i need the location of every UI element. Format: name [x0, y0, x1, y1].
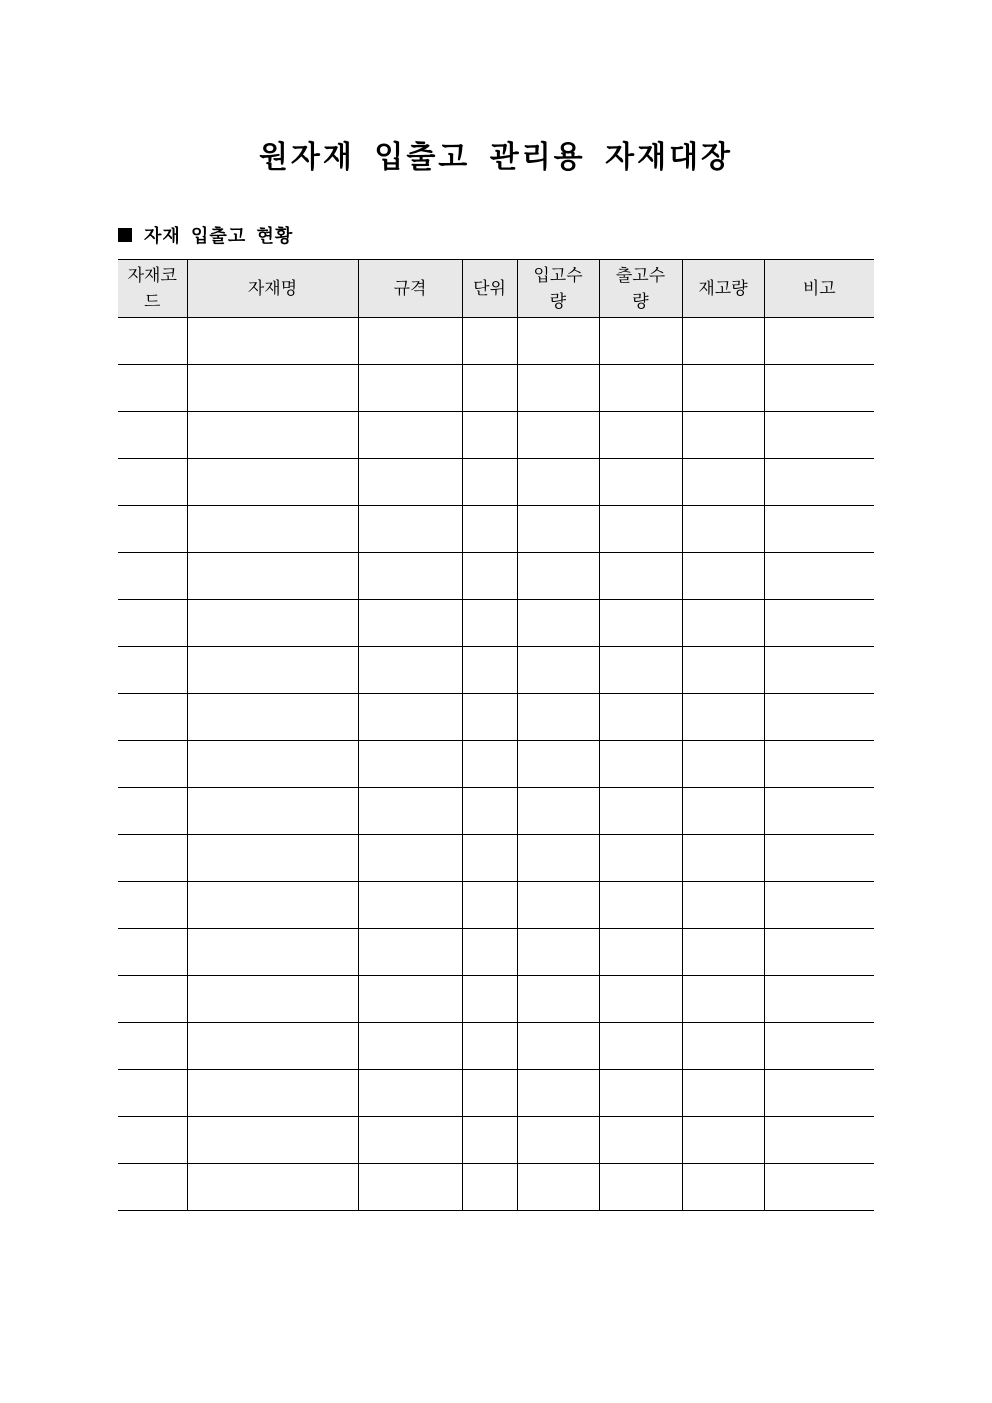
table-row [118, 1117, 874, 1164]
cell-specification[interactable] [358, 318, 462, 365]
material-ledger-table [118, 259, 874, 1211]
table-row [118, 506, 874, 553]
cell-stock-quantity[interactable] [682, 1070, 764, 1117]
cell-material-code[interactable] [118, 1164, 187, 1211]
square-bullet-icon [118, 228, 132, 242]
cell-material-code[interactable] [118, 976, 187, 1023]
cell-inbound-quantity[interactable] [517, 318, 599, 365]
cell-specification[interactable] [358, 1070, 462, 1117]
cell-unit[interactable] [462, 553, 517, 600]
cell-material-name[interactable] [187, 600, 358, 647]
cell-stock-quantity[interactable] [682, 553, 764, 600]
cell-material-name[interactable] [187, 412, 358, 459]
cell-material-code[interactable] [118, 694, 187, 741]
cell-inbound-quantity[interactable] [517, 741, 599, 788]
cell-specification[interactable] [358, 365, 462, 412]
cell-unit[interactable] [462, 365, 517, 412]
cell-specification[interactable] [358, 1164, 462, 1211]
table-row [118, 647, 874, 694]
cell-material-code[interactable] [118, 459, 187, 506]
cell-unit[interactable] [462, 412, 517, 459]
cell-material-code[interactable] [118, 1023, 187, 1070]
cell-material-code[interactable] [118, 318, 187, 365]
cell-specification[interactable] [358, 459, 462, 506]
cell-unit[interactable] [462, 1164, 517, 1211]
cell-stock-quantity[interactable] [682, 365, 764, 412]
cell-inbound-quantity[interactable] [517, 976, 599, 1023]
cell-stock-quantity[interactable] [682, 929, 764, 976]
cell-stock-quantity[interactable] [682, 835, 764, 882]
cell-material-code[interactable] [118, 788, 187, 835]
cell-stock-quantity[interactable] [682, 459, 764, 506]
cell-remarks[interactable] [764, 600, 874, 647]
table-row [118, 365, 874, 412]
cell-inbound-quantity[interactable] [517, 365, 599, 412]
cell-specification[interactable] [358, 976, 462, 1023]
cell-remarks[interactable] [764, 929, 874, 976]
cell-inbound-quantity[interactable] [517, 694, 599, 741]
cell-material-name[interactable] [187, 318, 358, 365]
table-row [118, 600, 874, 647]
table-row [118, 741, 874, 788]
cell-stock-quantity[interactable] [682, 647, 764, 694]
cell-material-name[interactable] [187, 1117, 358, 1164]
cell-outbound-quantity[interactable] [599, 459, 682, 506]
cell-outbound-quantity[interactable] [599, 929, 682, 976]
cell-outbound-quantity[interactable] [599, 1070, 682, 1117]
header-material-name: 자재명 [187, 260, 358, 318]
cell-inbound-quantity[interactable] [517, 1070, 599, 1117]
cell-specification[interactable] [358, 412, 462, 459]
cell-material-name[interactable] [187, 976, 358, 1023]
cell-remarks[interactable] [764, 1164, 874, 1211]
table-row [118, 318, 874, 365]
cell-remarks[interactable] [764, 506, 874, 553]
cell-material-name[interactable] [187, 1164, 358, 1211]
cell-remarks[interactable] [764, 976, 874, 1023]
table-row [118, 835, 874, 882]
cell-material-code[interactable] [118, 1117, 187, 1164]
cell-remarks[interactable] [764, 882, 874, 929]
cell-unit[interactable] [462, 1070, 517, 1117]
cell-stock-quantity[interactable] [682, 600, 764, 647]
cell-outbound-quantity[interactable] [599, 365, 682, 412]
cell-outbound-quantity[interactable] [599, 741, 682, 788]
cell-unit[interactable] [462, 647, 517, 694]
cell-material-code[interactable] [118, 929, 187, 976]
cell-remarks[interactable] [764, 1117, 874, 1164]
cell-material-name[interactable] [187, 1023, 358, 1070]
cell-inbound-quantity[interactable] [517, 412, 599, 459]
cell-stock-quantity[interactable] [682, 1023, 764, 1070]
cell-specification[interactable] [358, 929, 462, 976]
cell-outbound-quantity[interactable] [599, 647, 682, 694]
cell-inbound-quantity[interactable] [517, 1117, 599, 1164]
cell-remarks[interactable] [764, 647, 874, 694]
cell-remarks[interactable] [764, 741, 874, 788]
cell-inbound-quantity[interactable] [517, 1023, 599, 1070]
cell-remarks[interactable] [764, 1023, 874, 1070]
cell-unit[interactable] [462, 929, 517, 976]
cell-outbound-quantity[interactable] [599, 835, 682, 882]
cell-specification[interactable] [358, 1023, 462, 1070]
cell-specification[interactable] [358, 882, 462, 929]
cell-material-code[interactable] [118, 412, 187, 459]
cell-remarks[interactable] [764, 694, 874, 741]
cell-outbound-quantity[interactable] [599, 1023, 682, 1070]
cell-unit[interactable] [462, 882, 517, 929]
cell-specification[interactable] [358, 694, 462, 741]
cell-material-name[interactable] [187, 882, 358, 929]
cell-outbound-quantity[interactable] [599, 788, 682, 835]
cell-material-code[interactable] [118, 835, 187, 882]
section-heading [118, 222, 293, 248]
cell-specification[interactable] [358, 788, 462, 835]
cell-material-code[interactable] [118, 1070, 187, 1117]
cell-stock-quantity[interactable] [682, 882, 764, 929]
cell-inbound-quantity[interactable] [517, 647, 599, 694]
cell-specification[interactable] [358, 835, 462, 882]
cell-stock-quantity[interactable] [682, 1164, 764, 1211]
cell-stock-quantity[interactable] [682, 1117, 764, 1164]
cell-unit[interactable] [462, 1023, 517, 1070]
table-body [118, 318, 874, 1211]
cell-inbound-quantity[interactable] [517, 553, 599, 600]
cell-remarks[interactable] [764, 1070, 874, 1117]
section-heading-label: 자재 입출고 현황 [144, 226, 294, 247]
cell-material-name[interactable] [187, 1070, 358, 1117]
cell-material-code[interactable] [118, 365, 187, 412]
cell-material-code[interactable] [118, 647, 187, 694]
table-row [118, 459, 874, 506]
cell-remarks[interactable] [764, 365, 874, 412]
cell-outbound-quantity[interactable] [599, 976, 682, 1023]
cell-outbound-quantity[interactable] [599, 506, 682, 553]
header-specification: 규격 [358, 260, 462, 318]
cell-material-name[interactable] [187, 459, 358, 506]
cell-material-name[interactable] [187, 365, 358, 412]
cell-specification[interactable] [358, 647, 462, 694]
header-material-code: 자재코드 [118, 260, 187, 318]
table-row [118, 976, 874, 1023]
cell-material-name[interactable] [187, 506, 358, 553]
cell-remarks[interactable] [764, 459, 874, 506]
cell-material-code[interactable] [118, 506, 187, 553]
table-row [118, 929, 874, 976]
cell-specification[interactable] [358, 741, 462, 788]
cell-unit[interactable] [462, 835, 517, 882]
cell-outbound-quantity[interactable] [599, 318, 682, 365]
cell-stock-quantity[interactable] [682, 506, 764, 553]
cell-material-name[interactable] [187, 929, 358, 976]
cell-material-code[interactable] [118, 600, 187, 647]
cell-remarks[interactable] [764, 835, 874, 882]
header-stock-quantity: 재고량 [682, 260, 764, 318]
cell-stock-quantity[interactable] [682, 412, 764, 459]
table-row [118, 882, 874, 929]
cell-unit[interactable] [462, 694, 517, 741]
cell-outbound-quantity[interactable] [599, 882, 682, 929]
cell-material-name[interactable] [187, 835, 358, 882]
table-row [118, 788, 874, 835]
cell-inbound-quantity[interactable] [517, 459, 599, 506]
cell-remarks[interactable] [764, 788, 874, 835]
cell-remarks[interactable] [764, 318, 874, 365]
header-outbound-quantity: 출고수량 [599, 260, 682, 318]
cell-material-code[interactable] [118, 553, 187, 600]
cell-unit[interactable] [462, 788, 517, 835]
cell-unit[interactable] [462, 1117, 517, 1164]
cell-inbound-quantity[interactable] [517, 788, 599, 835]
cell-outbound-quantity[interactable] [599, 1164, 682, 1211]
cell-material-name[interactable] [187, 553, 358, 600]
cell-inbound-quantity[interactable] [517, 600, 599, 647]
cell-unit[interactable] [462, 741, 517, 788]
cell-remarks[interactable] [764, 412, 874, 459]
cell-unit[interactable] [462, 459, 517, 506]
cell-unit[interactable] [462, 506, 517, 553]
cell-specification[interactable] [358, 553, 462, 600]
cell-unit[interactable] [462, 600, 517, 647]
cell-outbound-quantity[interactable] [599, 600, 682, 647]
cell-material-code[interactable] [118, 882, 187, 929]
cell-material-name[interactable] [187, 694, 358, 741]
table-header-row [118, 260, 874, 318]
cell-inbound-quantity[interactable] [517, 506, 599, 553]
cell-inbound-quantity[interactable] [517, 929, 599, 976]
document-title: 원자재 입출고 관리용 자재대장 [258, 140, 734, 175]
cell-specification[interactable] [358, 1117, 462, 1164]
cell-material-name[interactable] [187, 788, 358, 835]
cell-material-name[interactable] [187, 741, 358, 788]
table-row [118, 1023, 874, 1070]
table-row [118, 553, 874, 600]
header-inbound-quantity: 입고수량 [517, 260, 599, 318]
cell-stock-quantity[interactable] [682, 318, 764, 365]
table-row [118, 1164, 874, 1211]
table-row [118, 694, 874, 741]
cell-material-code[interactable] [118, 741, 187, 788]
cell-unit[interactable] [462, 976, 517, 1023]
cell-inbound-quantity[interactable] [517, 882, 599, 929]
cell-remarks[interactable] [764, 553, 874, 600]
cell-outbound-quantity[interactable] [599, 1117, 682, 1164]
cell-outbound-quantity[interactable] [599, 553, 682, 600]
cell-material-name[interactable] [187, 647, 358, 694]
cell-specification[interactable] [358, 600, 462, 647]
header-unit: 단위 [462, 260, 517, 318]
header-remarks: 비고 [764, 260, 874, 318]
table-row [118, 1070, 874, 1117]
cell-outbound-quantity[interactable] [599, 694, 682, 741]
cell-stock-quantity[interactable] [682, 788, 764, 835]
cell-stock-quantity[interactable] [682, 694, 764, 741]
table-row [118, 412, 874, 459]
cell-inbound-quantity[interactable] [517, 1164, 599, 1211]
cell-specification[interactable] [358, 506, 462, 553]
cell-inbound-quantity[interactable] [517, 835, 599, 882]
cell-stock-quantity[interactable] [682, 741, 764, 788]
cell-stock-quantity[interactable] [682, 976, 764, 1023]
cell-unit[interactable] [462, 318, 517, 365]
cell-outbound-quantity[interactable] [599, 412, 682, 459]
